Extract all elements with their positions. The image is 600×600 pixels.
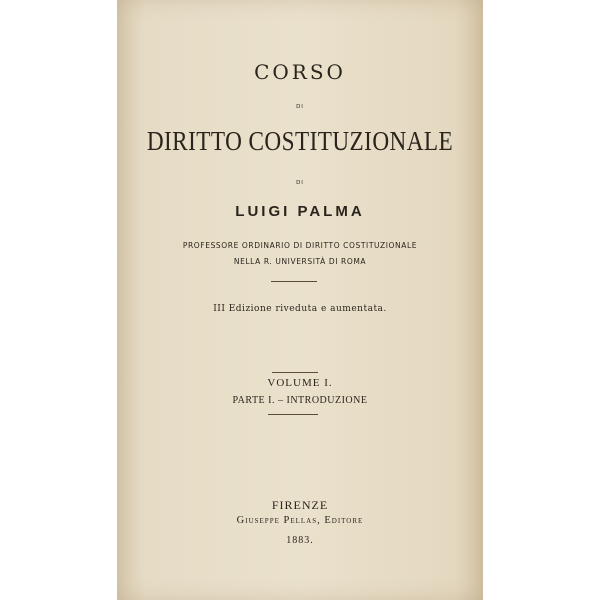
imprint-city: FIRENZE bbox=[271, 498, 329, 512]
part-label: PARTE I. – INTRODUZIONE bbox=[232, 395, 368, 406]
title-di: DI bbox=[296, 104, 304, 110]
imprint-year: 1883. bbox=[286, 535, 314, 546]
main-title: DIRITTO COSTITUZIONALE bbox=[146, 126, 454, 156]
author-name: LUIGI PALMA bbox=[235, 203, 365, 220]
divider-rule bbox=[271, 281, 317, 282]
volume-label: VOLUME I. bbox=[267, 377, 333, 389]
title-corso: CORSO bbox=[254, 60, 346, 84]
imprint-publisher: Giuseppe Pellas, Editore bbox=[236, 515, 364, 526]
divider-rule bbox=[268, 414, 318, 415]
author-university: NELLA R. UNIVERSITÀ DI ROMA bbox=[233, 257, 367, 266]
divider-rule bbox=[272, 372, 318, 373]
author-di: DI bbox=[296, 180, 304, 186]
title-page bbox=[117, 0, 483, 600]
edition-note: III Edizione riveduta e aumentata. bbox=[213, 304, 387, 314]
author-position: PROFESSORE ORDINARIO DI DIRITTO COSTITUZIONALE bbox=[182, 241, 418, 250]
